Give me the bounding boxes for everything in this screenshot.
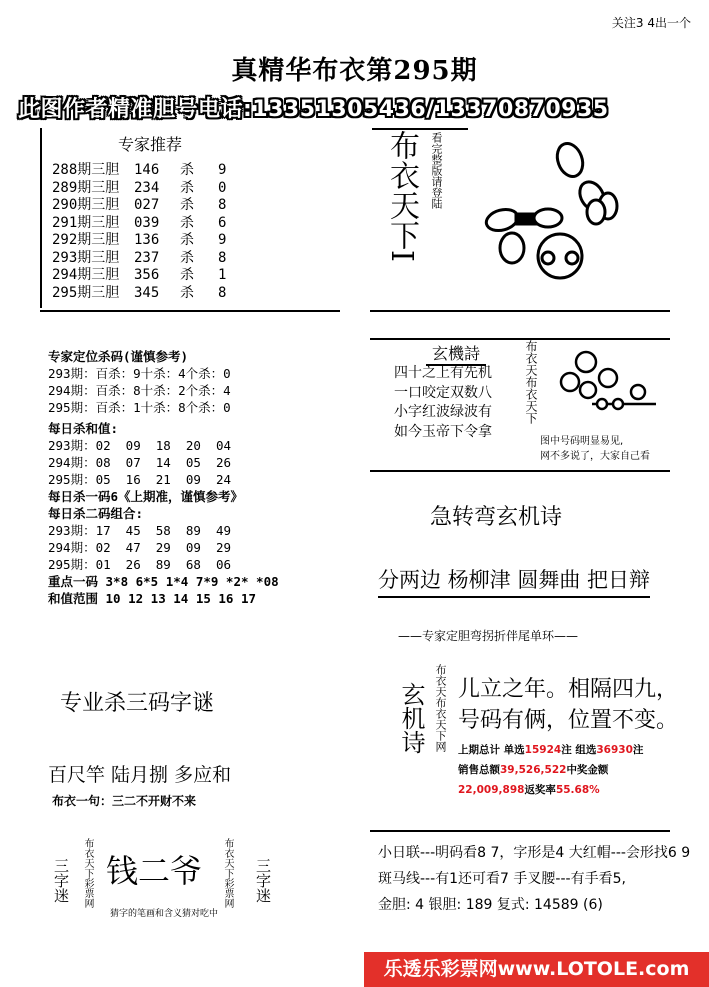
daily-sum-title: 每日杀和值:: [48, 421, 119, 436]
table-row: 293期三胆 237 杀 8: [52, 249, 227, 266]
kill3-title: 专业杀三码字谜: [60, 691, 215, 716]
bead: [580, 382, 596, 398]
bead: [587, 200, 605, 224]
expert-title: 专家推荐: [118, 135, 183, 154]
list-item: 295期：05 16 21 09 24: [48, 472, 232, 487]
poem2: [458, 674, 678, 736]
stats-line: 22,009,898返奖率55.68%: [458, 784, 600, 796]
kill3-riddle: 百尺竿 陆月捌 多应和: [48, 764, 232, 786]
bead: [561, 373, 579, 391]
note-line: 网不多说了，大家自己看: [540, 451, 650, 462]
poem-line: 一口咬定双数八: [394, 384, 492, 401]
buyi-title-vertical: 布衣天下I: [384, 130, 419, 262]
urgent-title: 急转弯玄机诗: [430, 505, 563, 530]
bead: [500, 233, 524, 263]
poem-line: 如今玉帝下令拿: [394, 423, 492, 440]
panel-border: [370, 338, 670, 340]
page-title: 真精华布衣第295期: [231, 56, 478, 86]
stats-line: 上期总计 单选15924注 组选36930注: [458, 744, 644, 756]
daily-kill-two-title: 每日杀二码组合:: [48, 506, 144, 521]
list-item: 293期：02 09 18 20 04: [48, 438, 232, 453]
site-label-left: 布衣天下彩票网: [82, 838, 93, 908]
bead: [597, 399, 607, 409]
panel-border: [40, 128, 42, 308]
clue-list: [378, 840, 690, 918]
table-row: 289期三胆 234 杀 0: [52, 179, 227, 196]
money-riddle-hint: 猜字的笔画和含义猜对吃中: [110, 909, 219, 919]
money-riddle-title: 钱二爷: [106, 852, 203, 890]
list-item: 斑马线---有1还可看7 手叉腰---有手看5,: [378, 871, 626, 887]
note-line: 图中号码明显易见,: [540, 436, 624, 447]
poem-line: 号码有俩，位置不变。: [458, 708, 679, 733]
expert-list: [52, 162, 226, 302]
table-row: 291期三胆 039 杀 6: [52, 214, 227, 231]
stats-line: 销售总额39,526,522中奖金额: [458, 764, 609, 776]
table-row: 288期三胆 146 杀 9: [52, 162, 227, 178]
panel-border: [370, 830, 670, 832]
sum-range: 和值范围 10 12 13 14 15 16 17: [48, 591, 257, 606]
list-item: 金胆: 4 银胆: 189 复式: 14589 (6): [378, 897, 603, 913]
buyi-side-label: 布衣天布衣天下: [524, 340, 538, 424]
poem-line: 四十之上有先机: [394, 365, 492, 381]
list-item: 294期：02 47 29 09 29: [48, 540, 232, 555]
panel-border: [40, 310, 340, 312]
list-item: 295期：01 26 89 68 06: [48, 557, 232, 572]
poem-line: 小字红波绿波有: [394, 404, 492, 420]
poem1-note: [540, 434, 650, 464]
list-item: 293期：17 45 58 89 49: [48, 523, 232, 538]
bead: [599, 369, 617, 387]
three-char-label-right: 三字迷: [254, 858, 272, 903]
bead: [534, 209, 562, 227]
author-phone-banner: 此图作者精准胆号电话:13351305436/13370870935: [18, 97, 609, 122]
bead-chain-illustration: [476, 136, 656, 286]
three-char-label-left: 三字迷: [52, 858, 70, 903]
table-row: 295期三胆 345 杀 8: [52, 284, 227, 301]
sales-stats: [458, 740, 643, 800]
bead: [553, 140, 587, 180]
daily-kill-one: 每日杀一码6《上期准，谨慎参考》: [48, 489, 244, 504]
table-row: 292期三胆 136 杀 9: [52, 232, 227, 248]
top-note: 关注3 4出一个: [611, 16, 691, 30]
kill3-note: 布衣一句：三二不开财不来: [52, 794, 197, 808]
panel-border: [370, 470, 670, 472]
position-kill-title: 专家定位杀码(谨慎参考): [48, 349, 189, 364]
buyi-side-label: 布衣天布衣天下网: [434, 664, 447, 752]
login-note: 看完整版请登陆: [430, 132, 443, 209]
list-item: 295期：百杀：1十杀：8个杀：0: [48, 400, 231, 415]
panel-border: [370, 310, 670, 312]
site-label-right: 布衣天下彩票网: [222, 838, 233, 908]
list-item: 294期：百杀：8十杀：2个杀：4: [48, 383, 231, 398]
list-item: 小日联---明码看8 7，字形是4 大红帽---会形找6 9: [378, 845, 691, 861]
xuanji-vertical-title: 玄机诗: [397, 682, 425, 754]
poem1-title: 玄機詩: [426, 341, 486, 366]
bead: [631, 385, 645, 399]
key-one-code: 重点一码 3*8 6*5 1*4 7*9 *2* *08: [48, 574, 279, 589]
coin: [566, 252, 578, 264]
expert-banner: ——专家定胆弯拐折伴尾单环——: [398, 629, 579, 643]
bead-illustration: [552, 348, 662, 418]
site-watermark: 乐透乐彩票网www.LOTOLE.com: [364, 952, 709, 987]
bead: [613, 399, 623, 409]
urgent-riddle: 分两边 杨柳津 圆舞曲 把日辩: [378, 564, 650, 598]
list-item: 294期：08 07 14 05 26: [48, 455, 232, 470]
list-item: 293期：百杀：9十杀：4个杀：0: [48, 366, 231, 381]
poem-line: 儿立之年。相隔四九，: [458, 677, 679, 702]
kill-panel: [48, 348, 348, 607]
poem1: [394, 364, 492, 442]
table-row: 294期三胆 356 杀 1: [52, 267, 227, 283]
bead: [576, 352, 596, 372]
table-row: 290期三胆 027 杀 8: [52, 197, 227, 213]
coin: [542, 252, 554, 264]
